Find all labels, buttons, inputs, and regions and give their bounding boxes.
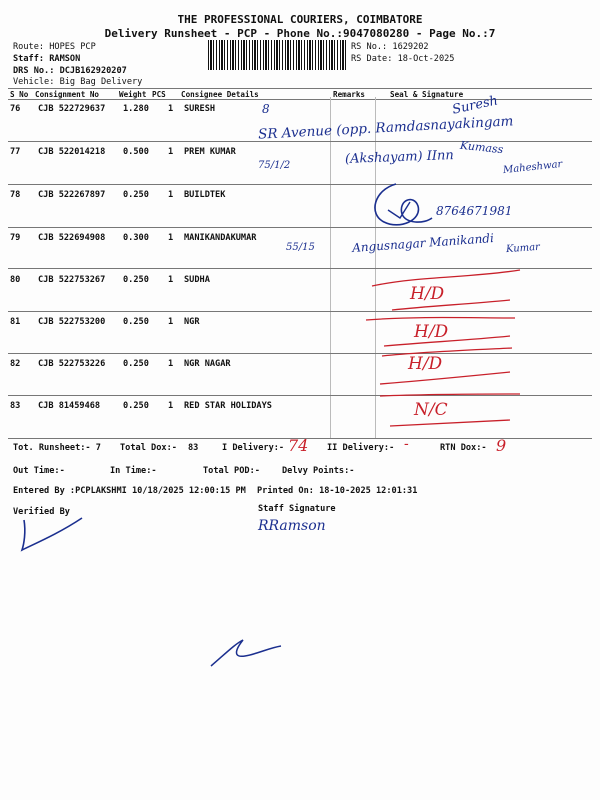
row-rule xyxy=(8,268,592,269)
rtn-dox-value: 9 xyxy=(496,436,507,455)
handwriting-r82-status: H/D xyxy=(408,354,443,374)
col-weight: Weight xyxy=(119,90,147,99)
total-pod: Total POD:- xyxy=(203,466,260,476)
table-row xyxy=(8,315,592,357)
rs-number: RS No.: 1629202 xyxy=(351,42,429,52)
handwriting-r76-address: SR Avenue (opp. Ramdasnayakingam xyxy=(257,113,514,143)
row-consignment: CJB 522753226 xyxy=(38,359,106,369)
col-sno: S No xyxy=(10,90,29,99)
ii-delivery-value: - xyxy=(404,436,409,452)
table-top-rule xyxy=(8,88,592,89)
row-consignee: RED STAR HOLIDAYS xyxy=(184,401,272,411)
handwriting-r77-line1: Kumass xyxy=(459,138,504,157)
handwriting-r79-name: Kumar xyxy=(505,241,541,256)
row-sno: 79 xyxy=(10,233,21,243)
handwriting-r76-number: 8 xyxy=(262,102,270,116)
row-pcs: 1 xyxy=(168,104,174,114)
row-consignment: CJB 522014218 xyxy=(38,147,106,157)
col-consignment: Consignment No xyxy=(35,90,100,99)
row-rule xyxy=(8,311,592,312)
delvy-points: Delvy Points:- xyxy=(282,466,355,476)
col-remarks: Remarks xyxy=(333,90,366,99)
row-weight: 0.300 xyxy=(123,233,149,243)
row-rule xyxy=(8,353,592,354)
rtn-dox-label: RTN Dox:- xyxy=(440,443,487,453)
col-pcs: PCS xyxy=(152,90,166,99)
row-rule xyxy=(8,395,592,396)
row-consignment: CJB 522729637 xyxy=(38,104,106,114)
row-sno: 82 xyxy=(10,359,21,369)
out-time: Out Time:- xyxy=(13,466,65,476)
i-delivery-label: I Delivery:- xyxy=(222,443,285,453)
row-consignee: NGR xyxy=(184,317,200,327)
staff-signature-label: Staff Signature xyxy=(258,504,336,514)
row-consignee: PREM KUMAR xyxy=(184,147,236,157)
row-pcs: 1 xyxy=(168,147,174,157)
handwriting-r79-address: Angusnagar Manikandi xyxy=(351,231,495,255)
row-pcs: 1 xyxy=(168,401,174,411)
handwriting-r77-door: 75/1/2 xyxy=(258,160,291,171)
total-dox-label: Total Dox:- xyxy=(120,443,177,453)
table-row xyxy=(8,399,592,441)
row-consignee: SURESH xyxy=(184,104,216,114)
handwriting-r81-status: H/D xyxy=(414,322,449,342)
row-weight: 0.250 xyxy=(123,275,149,285)
row-pcs: 1 xyxy=(168,359,174,369)
table-row xyxy=(8,357,592,399)
entered-by: Entered By :PCPLAKSHMI 10/18/2025 12:00:15 PM xyxy=(13,486,246,496)
row-weight: 0.500 xyxy=(123,147,149,157)
verified-signature xyxy=(10,514,90,554)
row-sno: 76 xyxy=(10,104,21,114)
row-pcs: 1 xyxy=(168,190,174,200)
row-rule xyxy=(8,227,592,228)
runsheet-subtitle: Delivery Runsheet - PCP - Phone No.:9047080280 - Page No.:7 xyxy=(104,27,496,40)
rs-date: RS Date: 18-Oct-2025 xyxy=(351,54,455,64)
row-weight: 0.250 xyxy=(123,317,149,327)
route: Route: HOPES PCP xyxy=(13,42,96,52)
barcode xyxy=(208,40,346,70)
row-sno: 83 xyxy=(10,401,21,411)
signature-r78-scribble xyxy=(366,180,436,230)
total-dox-value: 83 xyxy=(188,443,199,453)
table-header-rule xyxy=(8,99,592,100)
handwriting-r77-line2: (Akshayam) IInn xyxy=(344,148,455,167)
in-time: In Time:- xyxy=(110,466,157,476)
verified-by-label: Verified By xyxy=(13,507,70,517)
bottom-scribble xyxy=(205,630,285,670)
vehicle: Vehicle: Big Bag Delivery xyxy=(13,77,143,87)
row-pcs: 1 xyxy=(168,233,174,243)
row-sno: 80 xyxy=(10,275,21,285)
tot-runsheet: Tot. Runsheet:- 7 xyxy=(13,443,101,453)
row-consignment: CJB 522753267 xyxy=(38,275,106,285)
staff-signature: RRamson xyxy=(258,518,326,534)
row-weight: 0.250 xyxy=(123,401,149,411)
row-consignee: MANIKANDAKUMAR xyxy=(184,233,257,243)
row-sno: 81 xyxy=(10,317,21,327)
row-consignment: CJB 522267897 xyxy=(38,190,106,200)
row-consignment: CJB 522753200 xyxy=(38,317,106,327)
row-sno: 78 xyxy=(10,190,21,200)
handwriting-r83-status: N/C xyxy=(414,400,448,420)
handwriting-r77-line3: Maheshwar xyxy=(502,158,563,177)
row-consignee: SUDHA xyxy=(184,275,210,285)
col-consignee: Consignee Details xyxy=(181,90,259,99)
row-rule xyxy=(8,184,592,185)
row-pcs: 1 xyxy=(168,317,174,327)
company-name: THE PROFESSIONAL COURIERS, COIMBATORE xyxy=(177,13,423,26)
row-weight: 0.250 xyxy=(123,359,149,369)
table-row xyxy=(8,273,592,315)
staff: Staff: RAMSON xyxy=(13,54,81,64)
handwriting-r78-phone: 8764671981 xyxy=(436,204,513,218)
row-consignee: BUILDTEK xyxy=(184,190,226,200)
row-consignment: CJB 81459468 xyxy=(38,401,101,411)
handwriting-r80-status: H/D xyxy=(410,284,445,304)
ii-delivery-label: II Delivery:- xyxy=(327,443,395,453)
row-pcs: 1 xyxy=(168,275,174,285)
printed-on: Printed On: 18-10-2025 12:01:31 xyxy=(257,486,418,496)
i-delivery-value: 74 xyxy=(288,436,309,455)
row-weight: 0.250 xyxy=(123,190,149,200)
row-sno: 77 xyxy=(10,147,21,157)
drs-number: DRS No.: DCJB162920207 xyxy=(13,66,127,76)
handwriting-r79-door: 55/15 xyxy=(286,242,315,253)
col-seal-signature: Seal & Signature xyxy=(390,90,464,99)
row-rule xyxy=(8,141,592,142)
handwriting-r76-name: Suresh xyxy=(450,93,500,118)
row-weight: 1.280 xyxy=(123,104,149,114)
row-consignee: NGR NAGAR xyxy=(184,359,231,369)
row-consignment: CJB 522694908 xyxy=(38,233,106,243)
